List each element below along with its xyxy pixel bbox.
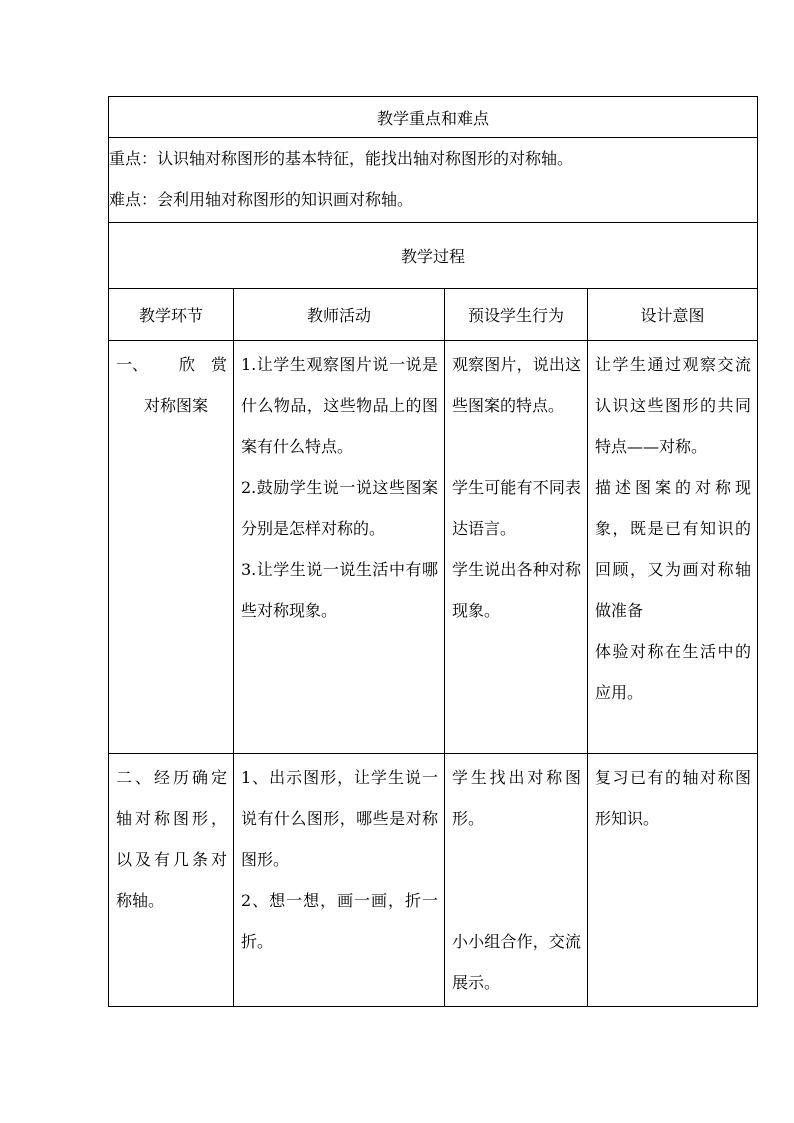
stage-2-student-item: 小小组合作，交流展示。 [452,932,581,992]
stage-2-row [109,754,758,1007]
stage-1-intent-item: 让学生通过观察交流认识这些图形的共同特点——对称。 [595,355,752,456]
stage-2-teacher-item: 2、想一想，画一画，折一折。 [241,891,438,951]
key-points-cell [109,138,758,223]
stage-1-teacher-item: 1.让学生观察图片说一说是什么物品，这些物品上的图案有什么特点。 [241,355,438,456]
stage-2-teacher-cell [234,754,445,1007]
difficult-point-text: 难点：会利用轴对称图形的知识画对称轴。 [109,190,414,209]
stage-1-student-item: 观察图片，说出这些图案的特点。 [452,355,581,415]
key-point-text: 重点：认识轴对称图形的基本特征，能找出轴对称图形的对称轴。 [109,149,574,168]
stage-1-intent-item: 体验对称在生活中的应用。 [595,642,752,702]
stage-1-teacher-item: 3.让学生说一说生活中有哪些对称现象。 [241,560,438,620]
stage-1-number: 一、 [116,355,149,374]
header-student-behavior: 预设学生行为 [445,289,588,341]
stage-2-teacher-item: 1、出示图形，让学生说一说有什么图形，哪些是对称图形。 [241,768,438,869]
stage-1-student-cell [445,341,588,754]
stage-1-student-item: 学生说出各种对称现象。 [452,560,581,620]
header-teacher-activity: 教师活动 [234,289,445,341]
key-points-title: 教学重点和难点 [109,97,758,138]
process-title: 教学过程 [109,223,758,289]
key-points-title-row [109,97,758,138]
stage-2-student-cell [445,754,588,1007]
stage-2-intent-item: 复习已有的轴对称图形知识。 [595,768,752,828]
header-stage: 教学环节 [109,289,234,341]
stage-1-teacher-item: 2.鼓励学生说一说这些图案分别是怎样对称的。 [241,478,438,538]
stage-1-title-part: 欣 赏 [178,355,227,374]
header-design-intent: 设计意图 [588,289,758,341]
stage-2-name-cell [109,754,234,1007]
stage-1-intent-item: 描述图案的对称现象，既是已有知识的回顾，又为画对称轴做准备 [595,478,752,620]
stage-1-title-rest: 对称图案 [144,396,209,415]
stage-1-name-cell [109,341,234,754]
process-title-row [109,223,758,289]
stage-1-teacher-cell [234,341,445,754]
stage-2-name: 二、经历确定轴对称图形，以及有几条对称轴。 [116,768,227,910]
stage-1-intent-cell [588,341,758,754]
key-points-row [109,138,758,223]
lesson-plan-table [108,96,758,1007]
column-header-row [109,289,758,341]
stage-1-student-item: 学生可能有不同表达语言。 [452,478,581,538]
stage-2-intent-cell [588,754,758,1007]
stage-2-student-item: 学生找出对称图形。 [452,768,581,828]
stage-1-row [109,341,758,754]
